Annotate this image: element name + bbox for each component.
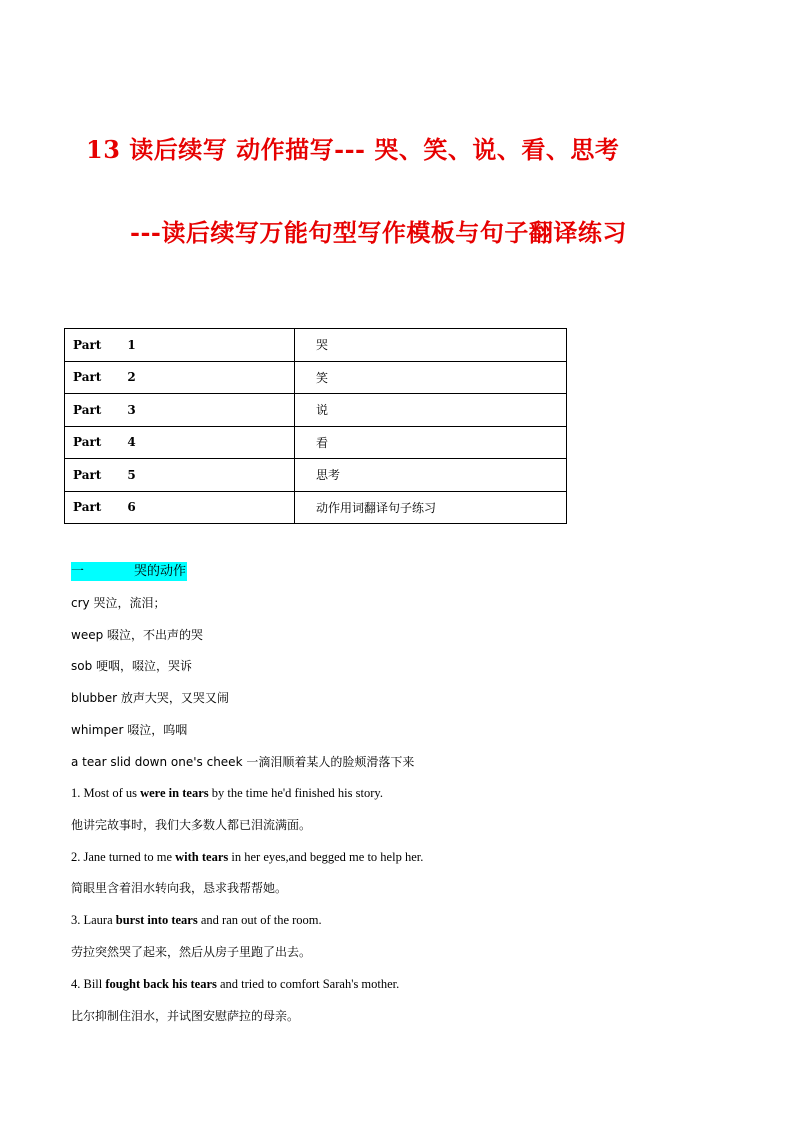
table-row — [65, 459, 567, 492]
vocab-item: whimper 啜泣，呜咽 — [71, 723, 188, 737]
part-topic: 动作用词翻译句子练习 — [295, 491, 567, 524]
section-title: 哭的动作 — [134, 564, 187, 579]
table-row — [65, 426, 567, 459]
vocab-item: sob 哽咽，啜泣，哭诉 — [71, 659, 193, 673]
part-label: Part — [73, 500, 102, 515]
part-number: 4 — [127, 435, 136, 450]
part-number: 1 — [127, 337, 136, 352]
page-title: 13 读后续写 动作描写--- 哭、笑、说、看、思考 — [86, 135, 620, 164]
table-row — [65, 394, 567, 427]
vocab-item: blubber 放声大哭，又哭又闹 — [71, 691, 229, 705]
part-number: 6 — [127, 500, 136, 515]
vocab-item: a tear slid down one's cheek 一滴泪顺着某人的脸颊滑落下来 — [71, 755, 415, 769]
example-translation: 比尔抑制住泪水，并试图安慰萨拉的母亲。 — [71, 1009, 300, 1023]
part-topic: 思考 — [295, 459, 567, 492]
part-topic: 哭 — [295, 329, 567, 362]
vocab-item: cry 哭泣，流泪； — [71, 596, 166, 610]
part-topic: 笑 — [295, 361, 567, 394]
part-label: Part — [73, 402, 102, 417]
part-label: Part — [73, 435, 102, 450]
part-label: Part — [73, 337, 102, 352]
example-sentence: 3. Laura burst into tears and ran out of the room. — [71, 913, 322, 927]
table-row — [65, 361, 567, 394]
page-subtitle: ---读后续写万能句型写作模板与句子翻译练习 — [130, 218, 627, 247]
part-number: 3 — [127, 402, 136, 417]
table-row — [65, 329, 567, 362]
contents-table — [64, 328, 567, 524]
part-number: 5 — [127, 467, 136, 482]
section-heading — [71, 562, 187, 581]
key-phrase: with tears — [175, 850, 229, 864]
example-translation: 他讲完故事时，我们大多数人都已泪流满面。 — [71, 818, 312, 832]
table-row — [65, 491, 567, 524]
example-translation: 劳拉突然哭了起来，然后从房子里跑了出去。 — [71, 945, 312, 959]
key-phrase: burst into tears — [115, 913, 198, 927]
part-topic: 说 — [295, 394, 567, 427]
example-translation: 简眼里含着泪水转向我，恳求我帮帮她。 — [71, 881, 288, 895]
part-label: Part — [73, 370, 102, 385]
key-phrase: were in tears — [140, 786, 209, 800]
example-sentence: 1. Most of us were in tears by the time he'd finished his story. — [71, 786, 383, 800]
part-label: Part — [73, 467, 102, 482]
vocab-item: weep 啜泣，不出声的哭 — [71, 628, 204, 642]
part-topic: 看 — [295, 426, 567, 459]
example-sentence: 4. Bill fought back his tears and tried to comfort Sarah's mother. — [71, 977, 400, 991]
section-index: 一 — [71, 564, 85, 579]
example-sentence: 2. Jane turned to me with tears in her eyes,and begged me to help her. — [71, 850, 424, 864]
key-phrase: fought back his tears — [105, 977, 217, 991]
part-number: 2 — [127, 370, 136, 385]
